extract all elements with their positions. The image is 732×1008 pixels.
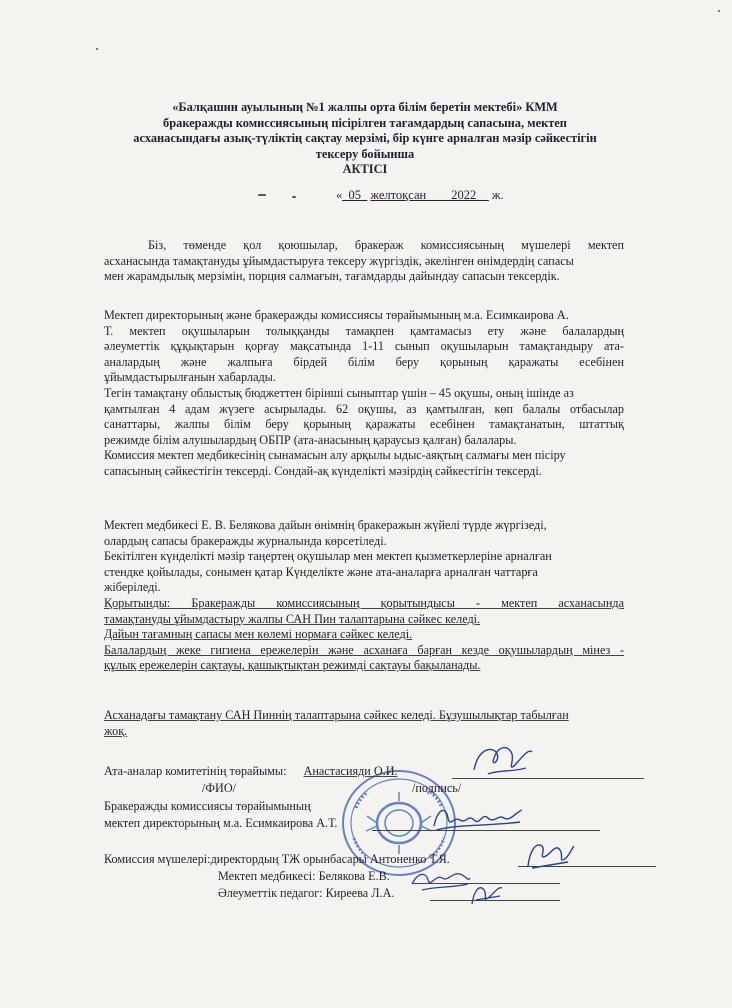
pedagog-signature <box>466 880 506 910</box>
social-pedagog-line: Әлеуметтік педагог: Киреева Л.А. <box>218 886 395 900</box>
act-heading: АКТІСІ <box>342 162 388 177</box>
title-line: бракеражды комиссиясының пісірілген тағамдардың сапасына, мектеп <box>163 115 567 130</box>
title-line: «Балқашин ауылының №1 жалпы орта білім беретін мектебі» КММ <box>172 100 558 114</box>
school-nurse-line: Мектеп медбикесі: Белякова Е.В. <box>218 869 390 883</box>
scan-speck <box>96 48 98 50</box>
date-day: _05_ <box>342 188 368 202</box>
scan-speck <box>258 194 266 196</box>
parents-committee-label: Ата-аналар комитетінің төрайымы: <box>104 764 287 778</box>
signature-caption: /подпись/ <box>412 781 462 795</box>
scan-speck <box>718 10 720 12</box>
brakerazh-chair-name: мектеп директорының м.а. Есимкаирова А.Т. <box>104 816 338 830</box>
director-report-paragraph: Мектеп директорының және бракеражды комиссиясы төрайымының м.а. Есимкаирова А. Т. мектеп оқушыларын толыққанды тамақпен қамтамасыз ету және балалардың әлеуметтік құқықтарын қорғау мақсатында 1-11 сынып оқушыларын тамақтандыру ата- аналардың және жалпыға бірдей білім беру қорының қаражаты есебінен ұйымдастырылғанын хабарлады. Тегін тамақтану облыстық бюджеттен бірінші сыныптар үшін – 45 оқушы, оның ішінде аз қамтылған 4 адам жүзеге асырылады. 62 оқушы, аз қамтылған, көп балалы отбасылар санаттары, жалпы білім беру қорының қаражаты есебінен тамақтанатын, штаттық режимде білім алушылардың ОБПР (ата-анасының қараусыз қалған) балалары. Комиссия мектеп медбикесінің сынамасын алу арқылы ыдыс-аяқтың салмағы мен пісіру сапасының сәйкестігін тексерді. Сондай-ақ күнделікті мәзірдің сәйкестігін тексерді. <box>104 308 624 478</box>
date-month: желтоқсан <box>370 188 427 202</box>
parents-signature <box>468 740 538 784</box>
final-statement: Асханадағы тамақтану САН Пиннің талаптарына сәйкес келеді. Бұзушылықтар табылған жоқ. <box>104 708 569 738</box>
parents-committee-name: Анастасияди О.И. <box>303 764 398 778</box>
brakerazh-chair-title: Бракеражды комиссиясы төрайымының <box>104 799 311 813</box>
scan-speck <box>292 196 296 198</box>
director-signature <box>430 802 526 838</box>
fio-caption: /ФИО/ <box>202 781 237 795</box>
date-prefix: « <box>336 188 343 202</box>
document-title <box>110 100 620 178</box>
date-suffix: ж. <box>491 188 504 202</box>
title-line: асханасындағы азық-түліктің сақтау мерзімі, бір күнге арналған мәзір сәйкестігін <box>133 131 597 146</box>
document-date: «_05_ желтоқсан____2022__ ж. <box>336 188 504 202</box>
nurse-paragraph: Мектеп медбикесі Е. В. Белякова дайын өнімнің бракеражын жүйелі түрде жүргізеді, олардың сапасы бракеражды журналында көрсетіледі. Бекітілген күнделікті мәзір таңертең оқушылар мен мектеп қызметкерлеріне арналған стендке қойылады, сонымен қатар Күнделікте және ата-аналарға арналған чаттарға жіберіледі. <box>104 518 552 595</box>
title-line: тексеру бойынша <box>315 146 415 161</box>
commission-members-line: Комиссия мүшелері:директордың ТЖ орынбасары Антоненко Т.Я. <box>104 852 450 866</box>
date-year: 2022 <box>451 188 477 202</box>
intro-paragraph: Біз, төменде қол қоюшылар, бракераж комиссиясының мүшелері мектеп асханасында тамақтануды ұйымдастыруға тексеру жүргіздік, әкелінген өнімдердің сапасы мен жарамдылық мерзімін, порция салмағын, тағамдарды дайындау сапасын тексердік. <box>104 238 624 284</box>
conclusion-paragraph: Қорытынды: Бракеражды комиссиясының қорытындысы - мектеп асханасында тамақтануды ұйымдастыру жалпы САН Пин талаптарына сәйкес келеді. Дайын тағамның сапасы мен көлемі нормаға сәйкес келеді. Балалардың жеке гигиена ережелерін және асханаға барған кезде оқушылардың мінез - құлық ережелерін сақтауы, қашықтықтан режимді сақтауы бақыланады. <box>104 596 624 673</box>
deputy-signature <box>522 838 576 872</box>
nurse-signature <box>408 864 472 894</box>
parents-committee-line <box>104 764 398 779</box>
